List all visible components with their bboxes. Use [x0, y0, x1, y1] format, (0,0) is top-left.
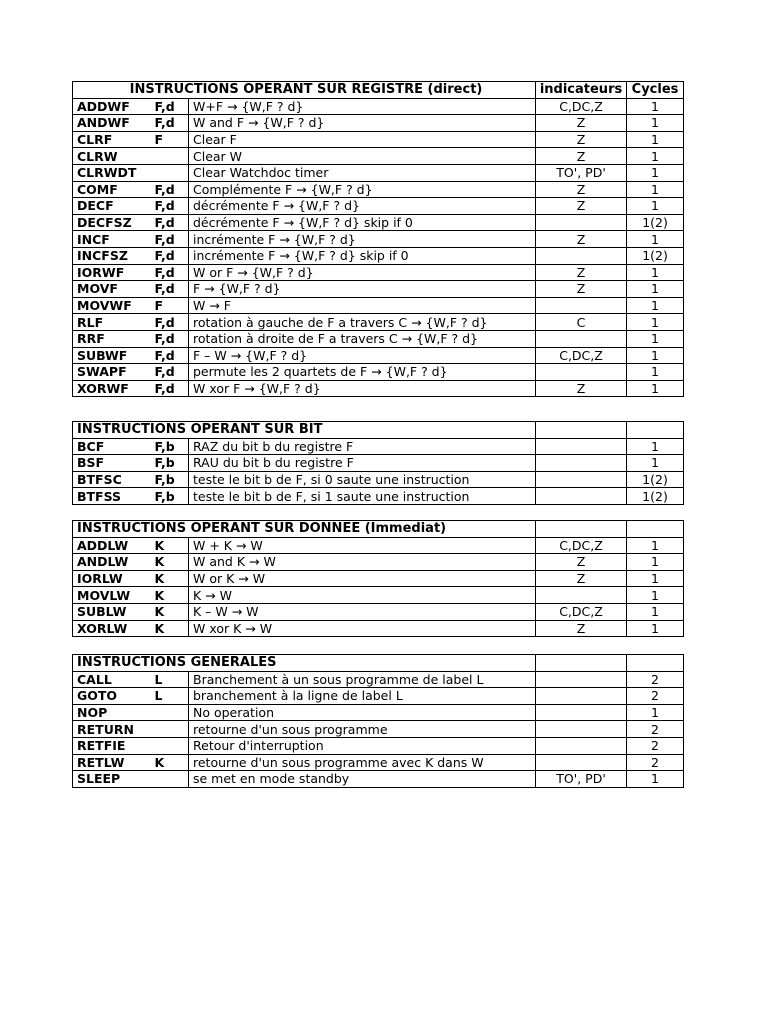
flags-cell: Z	[536, 554, 627, 571]
mnemonic-cell: XORLW	[73, 620, 151, 637]
cycles-cell: 1	[627, 198, 684, 215]
register-instructions-table	[72, 81, 684, 397]
flags-header	[536, 655, 627, 672]
instruction-row	[73, 754, 684, 771]
description-cell: K – W → W	[189, 603, 536, 620]
cycles-cell: 2	[627, 721, 684, 738]
instruction-row	[73, 364, 684, 381]
cycles-cell: 1	[627, 554, 684, 571]
operand-cell: F,b	[151, 438, 189, 455]
description-cell: teste le bit b de F, si 0 saute une instruction	[189, 471, 536, 488]
cycles-cell: 1	[627, 115, 684, 132]
description-cell: permute les 2 quartets de F → {W,F ? d}	[189, 364, 536, 381]
table-header-row	[73, 521, 684, 538]
flags-header	[536, 521, 627, 538]
flags-header	[536, 422, 627, 439]
flags-cell	[536, 671, 627, 688]
instruction-row	[73, 488, 684, 505]
mnemonic-cell: MOVLW	[73, 587, 151, 604]
cycles-header: Cycles	[627, 82, 684, 99]
operand-cell: F,b	[151, 488, 189, 505]
operand-cell: K	[151, 754, 189, 771]
description-cell: branchement à la ligne de label L	[189, 688, 536, 705]
description-cell: incrémente F → {W,F ? d} skip if 0	[189, 247, 536, 264]
operand-cell: K	[151, 587, 189, 604]
instruction-row	[73, 587, 684, 604]
cycles-cell: 1	[627, 455, 684, 472]
flags-cell	[536, 704, 627, 721]
instruction-row	[73, 247, 684, 264]
flags-cell	[536, 754, 627, 771]
table-header-row	[73, 422, 684, 439]
flags-cell: Z	[536, 264, 627, 281]
description-cell: rotation à gauche de F a travers C → {W,F ? d}	[189, 314, 536, 331]
instruction-row	[73, 297, 684, 314]
mnemonic-cell: CLRWDT	[73, 164, 151, 181]
cycles-cell: 1	[627, 603, 684, 620]
instruction-row	[73, 737, 684, 754]
flags-cell	[536, 247, 627, 264]
cycles-header	[627, 422, 684, 439]
cycles-cell: 1	[627, 231, 684, 248]
instruction-row	[73, 380, 684, 397]
flags-cell: Z	[536, 570, 627, 587]
flags-cell	[536, 330, 627, 347]
section-title: INSTRUCTIONS OPERANT SUR DONNEE (Immediat)	[73, 521, 536, 538]
flags-cell: Z	[536, 131, 627, 148]
table-header-row	[73, 82, 684, 99]
flags-header: indicateurs	[536, 82, 627, 99]
operand-cell: F,d	[151, 364, 189, 381]
description-cell: Clear F	[189, 131, 536, 148]
description-cell: W + K → W	[189, 537, 536, 554]
operand-cell: K	[151, 537, 189, 554]
description-cell: W xor K → W	[189, 620, 536, 637]
flags-cell: Z	[536, 148, 627, 165]
mnemonic-cell: SWAPF	[73, 364, 151, 381]
operand-cell: F,d	[151, 214, 189, 231]
operand-cell	[151, 771, 189, 788]
instruction-row	[73, 148, 684, 165]
mnemonic-cell: RETLW	[73, 754, 151, 771]
description-cell: W or F → {W,F ? d}	[189, 264, 536, 281]
flags-cell: Z	[536, 231, 627, 248]
mnemonic-cell: IORWF	[73, 264, 151, 281]
description-cell: W xor F → {W,F ? d}	[189, 380, 536, 397]
cycles-cell: 2	[627, 671, 684, 688]
operand-cell: F,d	[151, 115, 189, 132]
flags-cell: Z	[536, 115, 627, 132]
flags-cell	[536, 438, 627, 455]
instruction-row	[73, 98, 684, 115]
flags-cell: Z	[536, 281, 627, 298]
instruction-row	[73, 164, 684, 181]
flags-cell: Z	[536, 181, 627, 198]
flags-cell	[536, 737, 627, 754]
mnemonic-cell: MOVF	[73, 281, 151, 298]
cycles-cell: 1	[627, 314, 684, 331]
mnemonic-cell: RRF	[73, 330, 151, 347]
instruction-row	[73, 198, 684, 215]
description-cell: Clear W	[189, 148, 536, 165]
description-cell: W → F	[189, 297, 536, 314]
description-cell: Retour d'interruption	[189, 737, 536, 754]
instruction-row	[73, 688, 684, 705]
description-cell: Clear Watchdoc timer	[189, 164, 536, 181]
instruction-row	[73, 554, 684, 571]
instruction-row	[73, 603, 684, 620]
mnemonic-cell: SUBLW	[73, 603, 151, 620]
flags-cell	[536, 214, 627, 231]
description-cell: F → {W,F ? d}	[189, 281, 536, 298]
cycles-cell: 1	[627, 704, 684, 721]
description-cell: teste le bit b de F, si 1 saute une instruction	[189, 488, 536, 505]
operand-cell: K	[151, 620, 189, 637]
mnemonic-cell: CLRW	[73, 148, 151, 165]
mnemonic-cell: MOVWF	[73, 297, 151, 314]
flags-cell: Z	[536, 198, 627, 215]
operand-cell	[151, 737, 189, 754]
cycles-cell: 2	[627, 754, 684, 771]
mnemonic-cell: RETURN	[73, 721, 151, 738]
flags-cell: C,DC,Z	[536, 347, 627, 364]
operand-cell: F,d	[151, 98, 189, 115]
mnemonic-cell: IORLW	[73, 570, 151, 587]
table-header-row	[73, 655, 684, 672]
cycles-cell: 1	[627, 438, 684, 455]
instruction-row	[73, 231, 684, 248]
mnemonic-cell: BTFSC	[73, 471, 151, 488]
operand-cell: F,b	[151, 471, 189, 488]
mnemonic-cell: ANDLW	[73, 554, 151, 571]
cycles-cell: 1	[627, 380, 684, 397]
flags-cell	[536, 471, 627, 488]
cycles-cell: 1	[627, 347, 684, 364]
description-cell: No operation	[189, 704, 536, 721]
cycles-cell: 1(2)	[627, 247, 684, 264]
bit-instructions-table	[72, 421, 684, 505]
mnemonic-cell: DECF	[73, 198, 151, 215]
mnemonic-cell: DECFSZ	[73, 214, 151, 231]
instruction-row	[73, 181, 684, 198]
mnemonic-cell: RETFIE	[73, 737, 151, 754]
description-cell: W and K → W	[189, 554, 536, 571]
mnemonic-cell: ADDWF	[73, 98, 151, 115]
instruction-row	[73, 314, 684, 331]
mnemonic-cell: ANDWF	[73, 115, 151, 132]
description-cell: K → W	[189, 587, 536, 604]
description-cell: W+F → {W,F ? d}	[189, 98, 536, 115]
cycles-cell: 1	[627, 264, 684, 281]
operand-cell: F,d	[151, 281, 189, 298]
cycles-cell: 1	[627, 148, 684, 165]
operand-cell	[151, 164, 189, 181]
description-cell: retourne d'un sous programme avec K dans W	[189, 754, 536, 771]
flags-cell: C,DC,Z	[536, 537, 627, 554]
operand-cell	[151, 704, 189, 721]
cycles-header	[627, 655, 684, 672]
instruction-row	[73, 620, 684, 637]
operand-cell: L	[151, 688, 189, 705]
flags-cell: Z	[536, 620, 627, 637]
operand-cell: F	[151, 131, 189, 148]
section-title: INSTRUCTIONS OPERANT SUR BIT	[73, 422, 536, 439]
cycles-header	[627, 521, 684, 538]
instruction-row	[73, 131, 684, 148]
instruction-row	[73, 570, 684, 587]
cycles-cell: 1	[627, 620, 684, 637]
mnemonic-cell: ADDLW	[73, 537, 151, 554]
instruction-row	[73, 264, 684, 281]
mnemonic-cell: NOP	[73, 704, 151, 721]
flags-cell	[536, 587, 627, 604]
mnemonic-cell: INCFSZ	[73, 247, 151, 264]
operand-cell: F,b	[151, 455, 189, 472]
instruction-row	[73, 671, 684, 688]
operand-cell: F,d	[151, 198, 189, 215]
flags-cell: TO', PD'	[536, 771, 627, 788]
operand-cell: F,d	[151, 314, 189, 331]
operand-cell: F	[151, 297, 189, 314]
flags-cell: Z	[536, 380, 627, 397]
cycles-cell: 1	[627, 131, 684, 148]
description-cell: décrémente F → {W,F ? d}	[189, 198, 536, 215]
flags-cell	[536, 688, 627, 705]
operand-cell: F,d	[151, 347, 189, 364]
operand-cell: F,d	[151, 247, 189, 264]
description-cell: F – W → {W,F ? d}	[189, 347, 536, 364]
cycles-cell: 1	[627, 98, 684, 115]
cycles-cell: 1	[627, 570, 684, 587]
operand-cell: F,d	[151, 264, 189, 281]
flags-cell: C	[536, 314, 627, 331]
operand-cell: F,d	[151, 231, 189, 248]
cycles-cell: 1	[627, 587, 684, 604]
section-title: INSTRUCTIONS OPERANT SUR REGISTRE (direct)	[73, 82, 536, 99]
description-cell: décrémente F → {W,F ? d} skip if 0	[189, 214, 536, 231]
cycles-cell: 1	[627, 297, 684, 314]
mnemonic-cell: RLF	[73, 314, 151, 331]
cycles-cell: 1	[627, 164, 684, 181]
operand-cell: L	[151, 671, 189, 688]
flags-cell	[536, 455, 627, 472]
instruction-row	[73, 115, 684, 132]
instruction-row	[73, 330, 684, 347]
flags-cell	[536, 297, 627, 314]
operand-cell: F,d	[151, 330, 189, 347]
cycles-cell: 1	[627, 330, 684, 347]
flags-cell: TO', PD'	[536, 164, 627, 181]
cycles-cell: 2	[627, 688, 684, 705]
cycles-cell: 1(2)	[627, 488, 684, 505]
description-cell: RAZ du bit b du registre F	[189, 438, 536, 455]
mnemonic-cell: BSF	[73, 455, 151, 472]
cycles-cell: 1	[627, 181, 684, 198]
cycles-cell: 1(2)	[627, 214, 684, 231]
mnemonic-cell: INCF	[73, 231, 151, 248]
mnemonic-cell: CALL	[73, 671, 151, 688]
operand-cell: K	[151, 554, 189, 571]
instruction-row	[73, 704, 684, 721]
section-title: INSTRUCTIONS GENERALES	[73, 655, 536, 672]
operand-cell	[151, 721, 189, 738]
operand-cell: F,d	[151, 181, 189, 198]
description-cell: Branchement à un sous programme de label L	[189, 671, 536, 688]
cycles-cell: 2	[627, 737, 684, 754]
instruction-row	[73, 347, 684, 364]
flags-cell: C,DC,Z	[536, 603, 627, 620]
flags-cell: C,DC,Z	[536, 98, 627, 115]
cycles-cell: 1	[627, 364, 684, 381]
description-cell: retourne d'un sous programme	[189, 721, 536, 738]
flags-cell	[536, 364, 627, 381]
description-cell: W and F → {W,F ? d}	[189, 115, 536, 132]
mnemonic-cell: XORWF	[73, 380, 151, 397]
description-cell: W or K → W	[189, 570, 536, 587]
immediate-instructions-table	[72, 520, 684, 637]
operand-cell	[151, 148, 189, 165]
description-cell: RAU du bit b du registre F	[189, 455, 536, 472]
instruction-row	[73, 471, 684, 488]
operand-cell: K	[151, 603, 189, 620]
mnemonic-cell: GOTO	[73, 688, 151, 705]
cycles-cell: 1	[627, 537, 684, 554]
general-instructions-table	[72, 654, 684, 788]
instruction-row	[73, 281, 684, 298]
instruction-row	[73, 721, 684, 738]
instruction-row	[73, 771, 684, 788]
flags-cell	[536, 721, 627, 738]
mnemonic-cell: CLRF	[73, 131, 151, 148]
mnemonic-cell: COMF	[73, 181, 151, 198]
operand-cell: K	[151, 570, 189, 587]
description-cell: Complémente F → {W,F ? d}	[189, 181, 536, 198]
mnemonic-cell: SUBWF	[73, 347, 151, 364]
instruction-row	[73, 214, 684, 231]
instruction-row	[73, 537, 684, 554]
instruction-row	[73, 455, 684, 472]
mnemonic-cell: SLEEP	[73, 771, 151, 788]
cycles-cell: 1	[627, 771, 684, 788]
cycles-cell: 1(2)	[627, 471, 684, 488]
mnemonic-cell: BTFSS	[73, 488, 151, 505]
description-cell: rotation à droite de F a travers C → {W,F ? d}	[189, 330, 536, 347]
description-cell: se met en mode standby	[189, 771, 536, 788]
flags-cell	[536, 488, 627, 505]
description-cell: incrémente F → {W,F ? d}	[189, 231, 536, 248]
mnemonic-cell: BCF	[73, 438, 151, 455]
cycles-cell: 1	[627, 281, 684, 298]
instruction-row	[73, 438, 684, 455]
operand-cell: F,d	[151, 380, 189, 397]
